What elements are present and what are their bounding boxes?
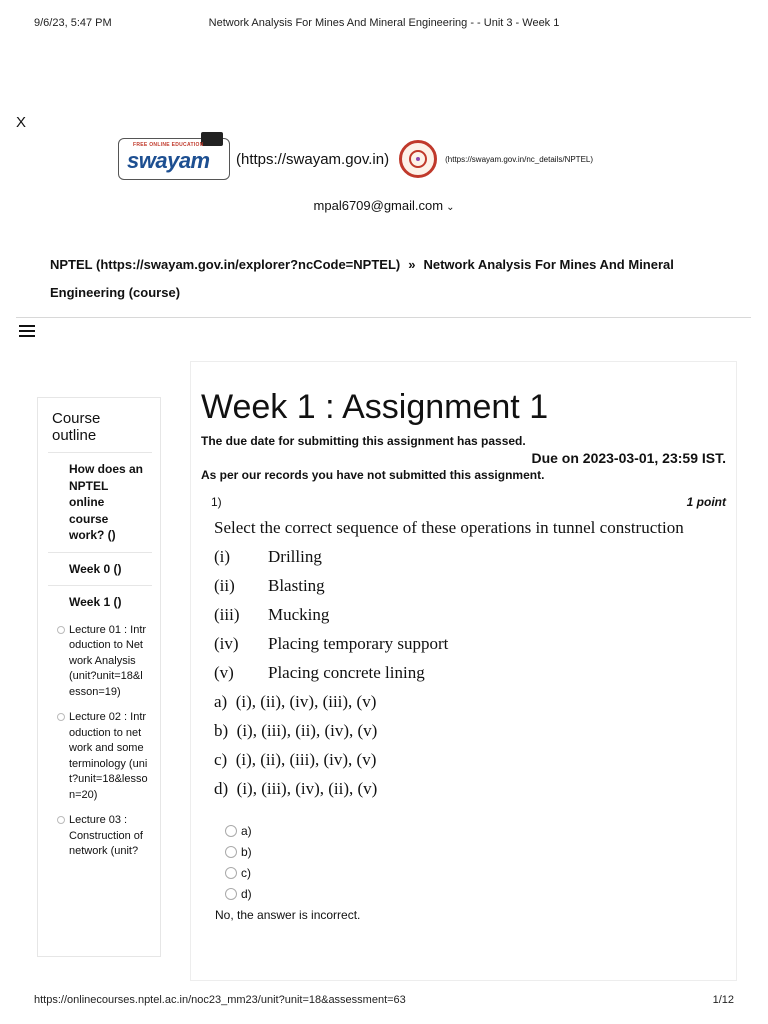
sidebar-lecture-03[interactable] — [48, 809, 152, 866]
step-text: Placing concrete lining — [268, 663, 425, 682]
question-body — [214, 518, 734, 808]
sidebar-lecture-01[interactable] — [48, 619, 152, 707]
breadcrumb-root-link[interactable]: NPTEL (https://swayam.gov.in/explorer?ncCode=NPTEL) — [50, 257, 401, 272]
nptel-link[interactable]: (https://swayam.gov.in/nc_details/NPTEL) — [445, 154, 594, 164]
step-row — [214, 576, 734, 605]
step-number: (ii) — [214, 576, 235, 595]
radio-button[interactable] — [225, 846, 237, 858]
sidebar-lecture-02[interactable] — [48, 706, 152, 809]
step-number: (i) — [214, 547, 231, 566]
nptel-logo[interactable] — [399, 140, 437, 178]
user-menu[interactable] — [0, 198, 768, 213]
step-text: Mucking — [268, 605, 330, 624]
header-divider — [16, 317, 751, 318]
user-email: mpal6709@gmail.com — [313, 198, 444, 213]
answer-feedback: No, the answer is incorrect. — [215, 908, 361, 922]
step-number: (iv) — [214, 634, 239, 653]
answer-choice: d) (i), (iii), (iv), (ii), (v) — [214, 779, 378, 798]
logo-row — [118, 137, 593, 181]
breadcrumb-separator: » — [408, 257, 416, 272]
option-d[interactable] — [225, 883, 252, 904]
swayam-wordmark: swayam — [127, 148, 210, 173]
radio-button[interactable] — [225, 825, 237, 837]
due-date: Due on 2023-03-01, 23:59 IST. — [531, 450, 726, 466]
answer-options — [225, 820, 252, 904]
breadcrumb — [50, 251, 730, 307]
print-title: Network Analysis For Mines And Mineral Engineering - - Unit 3 - Week 1 — [208, 17, 560, 29]
chevron-down-icon: ⌄ — [446, 202, 455, 213]
lecture-label: Lecture 03 : Construction of network (unit? — [69, 814, 143, 857]
passed-notice: The due date for submitting this assignment has passed. — [201, 434, 526, 448]
question-points: 1 point — [686, 495, 726, 509]
question-number: 1) — [211, 495, 222, 509]
print-datetime: 9/6/23, 5:47 PM — [34, 17, 112, 29]
option-a[interactable] — [225, 820, 252, 841]
step-row — [214, 605, 734, 634]
step-row — [214, 634, 734, 663]
step-text: Drilling — [268, 547, 322, 566]
answer-choice: a) (i), (ii), (iv), (iii), (v) — [214, 692, 377, 711]
option-label: b) — [241, 844, 252, 859]
submission-notice: As per our records you have not submitted this assignment. — [201, 468, 545, 482]
print-url: https://onlinecourses.nptel.ac.in/noc23_mm23/unit?unit=18&assessment=63 — [34, 994, 406, 1006]
status-circle-icon — [57, 816, 65, 824]
option-label: d) — [241, 886, 252, 901]
books-icon — [201, 132, 223, 146]
sidebar-item-week-0[interactable]: Week 0 () — [48, 552, 152, 586]
step-number: (v) — [214, 663, 234, 682]
status-circle-icon — [57, 713, 65, 721]
question-prompt: Select the correct sequence of these operations in tunnel construction — [214, 518, 684, 537]
answer-choice: b) (i), (iii), (ii), (iv), (v) — [214, 721, 378, 740]
sidebar-item-how-it-works[interactable]: How does an NPTEL online course work? () — [48, 452, 152, 552]
answer-choice: c) (i), (ii), (iii), (iv), (v) — [214, 750, 377, 769]
course-outline-heading: Course outline — [52, 410, 101, 444]
step-row — [214, 547, 734, 576]
course-outline-sidebar — [37, 397, 161, 957]
step-number: (iii) — [214, 605, 240, 624]
swayam-tag: FREE ONLINE EDUCATION — [133, 142, 204, 148]
swayam-logo[interactable] — [118, 138, 230, 180]
radio-button[interactable] — [225, 867, 237, 879]
menu-icon[interactable] — [19, 325, 35, 339]
page-title: Week 1 : Assignment 1 — [201, 388, 549, 426]
radio-button[interactable] — [225, 888, 237, 900]
step-text: Placing temporary support — [268, 634, 449, 653]
breadcrumb-course-link[interactable]: Network Analysis For Mines And Mineral Engineering (course) — [50, 257, 674, 300]
option-c[interactable] — [225, 862, 252, 883]
option-label: a) — [241, 823, 252, 838]
lecture-label: Lecture 02 : Introduction to network and some terminology (unit?unit=18&lesson=20) — [69, 711, 148, 801]
close-button[interactable]: X — [16, 114, 27, 131]
sidebar-item-week-1[interactable]: Week 1 () — [48, 585, 152, 619]
status-circle-icon — [57, 626, 65, 634]
lecture-label: Lecture 01 : Introduction to Network Analysis (unit?unit=18&lesson=19) — [69, 623, 147, 698]
print-page-number: 1/12 — [712, 994, 734, 1006]
swayam-link[interactable]: (https://swayam.gov.in) — [236, 150, 390, 168]
option-label: c) — [241, 865, 251, 880]
assignment-panel — [190, 361, 737, 981]
step-text: Blasting — [268, 576, 325, 595]
step-row — [214, 663, 734, 692]
option-b[interactable] — [225, 841, 252, 862]
